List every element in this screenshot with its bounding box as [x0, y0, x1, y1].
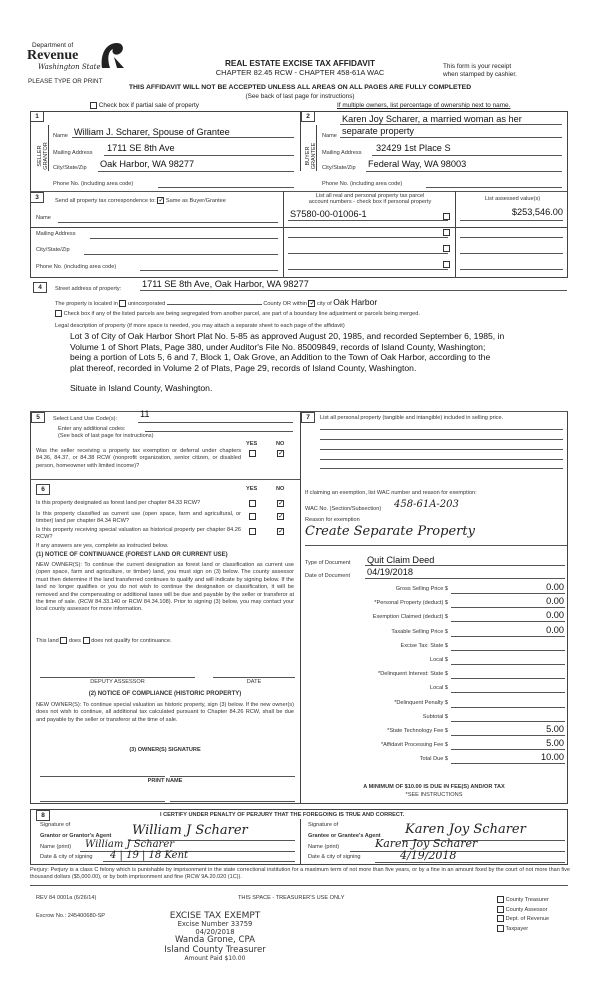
personal-property-checkbox[interactable]: [443, 245, 450, 252]
section-8-number: 8: [36, 810, 50, 821]
label: Mailing Address: [36, 231, 76, 237]
forest-land-question: Is this property designated as forest land per chapter 84.33 RCW?: [36, 500, 201, 506]
multiple-owners-note: If multiple owners, list percentage of ownership next to name.: [337, 102, 511, 109]
property-street: 1711 SE 8th Ave, Oak Harbor, WA 98277: [142, 279, 309, 289]
buyer-city: Federal Way, WA 98003: [368, 159, 467, 169]
seller-address: 1711 SE 8th Ave: [107, 143, 175, 153]
label: Signature of: [308, 822, 339, 828]
label: Mailing Address: [322, 150, 362, 156]
section-2-number: 2: [301, 111, 315, 122]
amount-line: [451, 749, 565, 750]
section-3-number: 3: [30, 192, 44, 203]
perjury-notice: Perjury: Perjury is a class C felony which is punishable by imprisonment in the state correctional institution for a maximum term of not more than five years, or by a fine in an amount fixed by the court of not more than five thousand dollars ($5,000.00), or by both imprisonment and fine (RCW 9A.20.020 (1C)).: [30, 867, 570, 881]
receipt-note-2: when stamped by cashier.: [443, 71, 517, 78]
amount-value[interactable]: 5.00: [546, 738, 564, 749]
amount-label: Gross Selling Price $: [395, 586, 448, 592]
if-yes-note: If any answers are yes, complete as instructed below.: [36, 543, 169, 549]
amount-line: [451, 636, 565, 637]
label: Name: [53, 133, 68, 139]
personal-property-label: List all personal property (tangible and intangible) included in selling price.: [320, 415, 504, 421]
copy-taxpayer[interactable]: Taxpayer: [497, 925, 549, 935]
owner-signature-line[interactable]: [170, 776, 295, 777]
city-checkbox[interactable]: ✓: [309, 300, 316, 308]
treasurer-stamp: EXCISE TAX EXEMPT Excise Number 33759 04/20/2018 Wanda Grone, CPA Island County Treasurer Amount Paid $10.00: [164, 911, 266, 962]
see-instructions: *SEE INSTRUCTIONS: [405, 792, 463, 798]
owner-signature-label: (3) OWNER(S) SIGNATURE: [129, 747, 201, 753]
no-checkbox[interactable]: ✓: [278, 450, 284, 457]
no-header: NO: [276, 441, 285, 447]
amount-label: *State Technology Fee $: [387, 728, 448, 734]
amount-label: *Delinquent Interest: State $: [378, 671, 448, 678]
grantor-name[interactable]: William J Scharer: [85, 839, 175, 850]
grantor-signature[interactable]: William J Scharer: [132, 823, 248, 838]
copy-county-assessor[interactable]: County Assessor: [497, 906, 549, 916]
amount-line: [451, 621, 565, 622]
document-date: 04/19/2018: [367, 567, 413, 577]
form-subtitle: CHAPTER 82.45 RCW - CHAPTER 458-61A WAC: [215, 68, 385, 77]
buyer-address: 32429 1st Place S: [376, 143, 451, 153]
yes-checkbox[interactable]: [249, 450, 256, 457]
unincorporated-checkbox[interactable]: [119, 300, 126, 307]
copy-county-treasurer[interactable]: County Treasurer: [497, 896, 549, 906]
personal-property-checkbox[interactable]: [443, 213, 450, 220]
current-use-question: Is this property classified as current use (open space, farm and agricultural, or timber) land per chapter 84.34 RCW?: [36, 511, 241, 525]
buyer-grantee-label: BUYER GRANTEE: [305, 142, 317, 170]
label: Grantor or Grantor's Agent: [40, 833, 112, 839]
date-label: DATE: [246, 679, 262, 685]
warning: THIS AFFIDAVIT WILL NOT BE ACCEPTED UNLESS ALL AREAS ON ALL PAGES ARE FULLY COMPLETED: [128, 84, 472, 91]
receipt-note-1: This form is your receipt: [443, 63, 512, 70]
label: Date & city of signing: [308, 854, 361, 860]
label: Phone No. (including area code): [36, 264, 117, 270]
correspondence-name-field[interactable]: [58, 222, 278, 223]
yes-header: YES: [246, 486, 258, 492]
correspondence-address-field[interactable]: [90, 238, 278, 239]
label: (See back of last page for instructions): [58, 433, 154, 439]
personal-property-checkbox[interactable]: [443, 229, 450, 236]
logo-revenue: Revenue: [27, 48, 79, 63]
no-checkbox[interactable]: ✓: [278, 513, 284, 520]
section-1-number: 1: [30, 111, 44, 122]
escrow-number: Escrow No.: 245400680-SP: [36, 913, 106, 919]
deputy-label: DEPUTY ASSESSOR: [90, 679, 145, 685]
label: Phone No. (including area code): [53, 181, 134, 187]
does-not-checkbox[interactable]: [83, 637, 90, 644]
section-4-number: 4: [33, 282, 47, 293]
owner-signature-line[interactable]: [40, 776, 165, 777]
divider: [300, 819, 301, 865]
amount-value[interactable]: 10.00: [541, 752, 564, 763]
amount-label: Excise Tax: State $: [400, 642, 448, 649]
see-back: (See back of last page for instructions): [245, 93, 355, 100]
print-name-label: PRINT NAME: [147, 778, 183, 784]
section-7-number: 7: [301, 412, 315, 423]
partial-sale-label: Check box if partial sale of property: [98, 102, 199, 110]
amount-value[interactable]: 0.00: [546, 610, 564, 621]
amount-label: *Delinquent Penalty $: [394, 699, 448, 706]
label: Grantee or Grantee's Agent: [308, 833, 381, 839]
amount-line: [451, 763, 565, 764]
form-title: REAL ESTATE EXCISE TAX AFFIDAVIT: [225, 59, 375, 68]
logo-dept: Department of: [32, 42, 74, 49]
label: Enter any additional codes:: [58, 426, 126, 432]
label: Name (print): [40, 844, 72, 850]
notice-1-text: NEW OWNER(S): To continue the current designation as forest land or classification as current use (open space, farm and agriculture, or timber) land, you must sign on (3) below. The county assessor must then determine if the land transferred continues to qualify and will indicate by signing below. If the land no longer qualifies or you do not wish to continue the designation or classification, it will be removed and the compensating or additional taxes will be due and payable by the seller or transferor at the time of sale. (RCW 84.33.140 or RCW 84.34.108). Prior to signing (3) below, you may contact your local county assessor for more information.: [36, 562, 294, 613]
amount-line: [451, 678, 565, 679]
does-checkbox[interactable]: [60, 637, 67, 644]
segregated-checkbox[interactable]: Check box if any of the listed parcels are being segregated from another parcel, are part of a boundary line adjustment or parcels being merged.: [55, 310, 420, 317]
section-6-number: 6: [36, 484, 50, 495]
legal-description: Lot 3 of City of Oak Harbor Short Plat No. 5-85 as approved August 20, 1985, and recorded September 6, 1985, in Volume 1 of Short Plats, Page 380, under Auditor's File No. 85009849, records of Island County, Washington; being a portion of Lots 5, 6 and 7, Block 1, Oak Grove, an Addition to the Town of Oak Harbor, according to the plat thereof, recorded in Volume 2 of Plats, Page 29, records of Island County, Washington. Situate in Island County, Washington.: [70, 331, 505, 393]
minimum-note: A MINIMUM OF $10.00 IS DUE IN FEE(S) AND/OR TAX: [363, 784, 505, 790]
amount-label: *Personal Property (deduct) $: [374, 600, 448, 607]
amount-line: [451, 664, 565, 665]
assessed-value: $253,546.00: [511, 207, 563, 217]
parcel-header: List all real and personal property tax parcel account numbers - check box if personal property: [308, 193, 432, 205]
location-line: The property is located in unincorporated County OR within ✓ city of Oak Harbor: [55, 297, 378, 308]
amount-value[interactable]: 0.00: [546, 582, 564, 592]
label: City/State/Zip: [36, 247, 70, 253]
yes-checkbox[interactable]: [249, 528, 256, 535]
personal-property-checkbox[interactable]: [443, 261, 450, 268]
amount-label: Total Due $: [419, 756, 448, 763]
no-checkbox[interactable]: ✓: [278, 528, 284, 535]
buyer-name: separate property: [342, 126, 415, 136]
grantor-date-city[interactable]: 4 | 19 | 18 Kent: [110, 850, 189, 861]
yes-checkbox[interactable]: [249, 500, 256, 507]
copy-dept-revenue[interactable]: Dept. of Revenue: [497, 915, 549, 925]
amount-line: [451, 721, 565, 722]
no-checkbox[interactable]: ✓: [278, 500, 284, 507]
notice-1-title: (1) NOTICE OF CONTINUANCE (FOREST LAND OR CURRENT USE): [36, 552, 228, 558]
amount-line: [451, 650, 565, 651]
label: Type of Document: [305, 560, 351, 566]
amount-line: [451, 692, 565, 693]
amount-value[interactable]: 0.00: [546, 596, 564, 607]
label: Date of Document: [305, 573, 351, 579]
label: Select Land Use Code(s):: [53, 416, 118, 422]
logo-state: Washington State: [38, 63, 101, 71]
certify-statement: I CERTIFY UNDER PENALTY OF PERJURY THAT THE FOREGOING IS TRUE AND CORRECT.: [160, 812, 405, 818]
amount-label: *Affidavit Processing Fee $: [380, 742, 448, 749]
partial-sale-checkbox[interactable]: [90, 102, 199, 109]
section-5-number: 5: [31, 412, 45, 423]
amount-label: Taxable Selling Price $: [391, 628, 448, 635]
exemption-question: Was the seller receiving a property tax exemption or deferral under chapters 84.36, 84.37, or 84.38 RCW (nonprofit organization, senior citizen, or disabled person, homeowner with limited income)?: [36, 448, 241, 469]
amount-label: Subtotal $: [422, 713, 448, 720]
value-header: List assessed value(s): [484, 196, 541, 202]
amount-line: [451, 607, 565, 608]
legal-label: Legal description of property (if more space is needed, you may attach a separate sheet to each page of the affidavit): [55, 323, 345, 329]
no-header: NO: [276, 486, 285, 492]
wac-number: 458-61A-203: [394, 499, 459, 510]
amount-line: [451, 707, 565, 708]
label: City/State/Zip: [322, 165, 356, 171]
seller-grantor-label: SELLER GRANTOR: [37, 142, 49, 170]
label: Street address of property:: [55, 286, 122, 292]
label: Name: [36, 215, 51, 221]
notice-2-text: NEW OWNER(S): To continue special valuation as historic property, sign (3) below. If the new owner(s) does not wish to continue, all additional tax calculated pursuant to Chapter 84.26 RCW, shall be due and payable by the seller or transferor at the time of sale.: [36, 702, 294, 723]
grantee-signature[interactable]: Karen Joy Scharer: [405, 822, 526, 837]
label: Reason for exemption: [305, 517, 360, 523]
grantee-name[interactable]: Karen Joy Scharer: [375, 837, 478, 850]
exemption-reason: Create Separate Property: [305, 524, 475, 539]
form-revision: REV 84 0001a (6/26/14): [36, 895, 97, 901]
label: Signature of: [40, 822, 71, 828]
label: WAC No. (Section/Subsection): [305, 506, 382, 512]
same-as-buyer-checkbox[interactable]: ✓: [158, 197, 165, 204]
seller-city: Oak Harbor, WA 98277: [100, 159, 195, 169]
correspondence-city-field[interactable]: [84, 254, 278, 255]
seller-name: William J. Scharer, Spouse of Grantee: [74, 127, 230, 137]
notice-2-title: (2) NOTICE OF COMPLIANCE (HISTORIC PROPERTY): [88, 691, 242, 697]
label: Mailing Address: [53, 150, 93, 156]
amount-value[interactable]: 5.00: [546, 724, 564, 734]
grantee-date-city[interactable]: 4/19/2018: [400, 849, 457, 862]
label: Name (print): [308, 844, 340, 850]
amount-label: Local $: [429, 685, 448, 692]
yes-header: YES: [246, 441, 258, 447]
correspondence-phone-field[interactable]: [140, 270, 278, 271]
please-type: PLEASE TYPE OR PRINT: [28, 78, 103, 85]
buyer-name-line1: Karen Joy Scharer, a married woman as her: [342, 114, 522, 124]
document-type: Quit Claim Deed: [367, 555, 435, 565]
send-correspondence: Send all property tax correspondence to: ✓ Same as Buyer/Grantee: [55, 197, 226, 204]
continuance-line: This land does does not qualify for continuance.: [36, 637, 172, 644]
amount-label: Exemption Claimed (deduct) $: [372, 614, 448, 621]
additional-codes-field[interactable]: [145, 431, 293, 432]
amount-line: [451, 593, 565, 594]
land-use-code: 11: [140, 409, 150, 419]
deputy-signature-line[interactable]: [40, 677, 195, 678]
yes-checkbox[interactable]: [249, 513, 256, 520]
property-city: Oak Harbor: [333, 297, 378, 307]
label: Name: [322, 133, 337, 139]
date-line[interactable]: [213, 677, 295, 678]
copy-distribution: [497, 896, 549, 934]
label: Date & city of signing: [40, 854, 93, 860]
amount-value[interactable]: 0.00: [546, 624, 564, 635]
exemption-label: If claiming an exemption, list WAC number and reason for exemption:: [305, 490, 477, 496]
amount-line: [451, 735, 565, 736]
label: Phone No. (including area code): [322, 181, 403, 187]
label: City/State/Zip: [53, 165, 87, 171]
parcel-number: S7580-00-01006-1: [290, 209, 367, 219]
treasurer-use-label: THIS SPACE - TREASURER'S USE ONLY: [238, 895, 345, 901]
amount-label: Local $: [429, 657, 448, 663]
historical-question: Is this property receiving special valuation as historical property per chapter 84.26 RCW?: [36, 527, 241, 541]
